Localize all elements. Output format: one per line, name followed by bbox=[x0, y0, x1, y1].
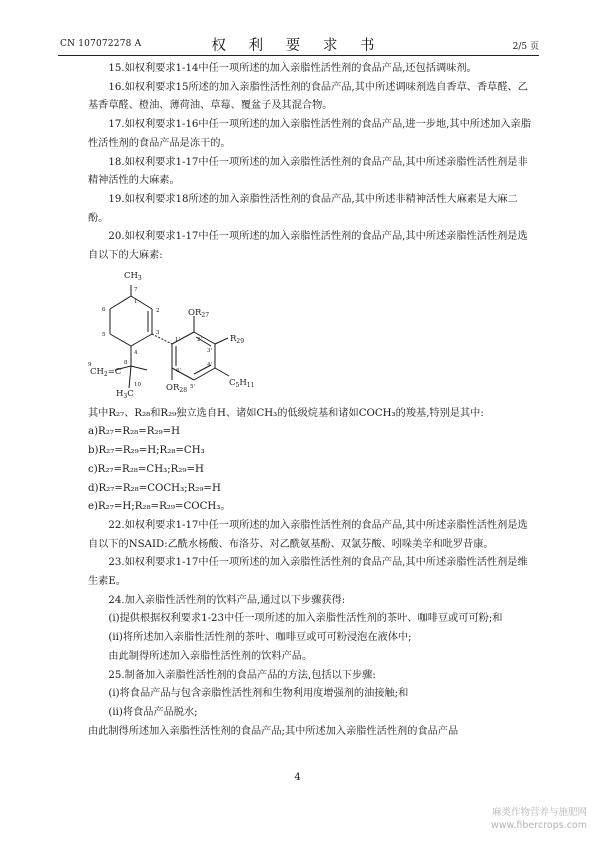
claim-paragraph: d)R₂₇=R₂₈=COCH₃;R₂₉=H bbox=[88, 482, 221, 494]
atom-number-2: 2 bbox=[156, 307, 160, 314]
claim-paragraph: 25.制备加入亲脂性活性剂的食品产品的方法,包括以下步骤: bbox=[108, 669, 376, 681]
atom-number-4: 4 bbox=[134, 349, 138, 356]
claim-paragraph: 22.如权利要求1-17中任一项所述的加入亲脂性活性剂的食品产品,其中所述亲脂性活性剂是选自以下的NSAID:乙酰水杨酸、布洛芬、对乙酰氨基酚、双氯芬酸、吲哚美辛和吡罗昔康。 bbox=[88, 519, 528, 550]
atom-number-2p: 2' bbox=[197, 336, 203, 343]
c5h11-label: $C_5H_{11}$ bbox=[229, 377, 255, 389]
ch2-label: $CH_2=C$ bbox=[90, 366, 122, 378]
watermark bbox=[491, 806, 587, 832]
claim-paragraph: e)R₂₇=H;R₂₈=R₂₉=COCH₃。 bbox=[88, 501, 231, 513]
claims-list-bottom bbox=[88, 405, 532, 742]
or28-label: $OR_{28}$ bbox=[166, 382, 188, 394]
page-number: 4 bbox=[294, 772, 301, 783]
atom-number-8: 8 bbox=[124, 359, 128, 366]
ch3-top-label: $CH_3$ bbox=[124, 270, 142, 282]
claim-paragraph: 15.如权利要求1-14中任一项所述的加入亲脂性活性剂的食品产品,还包括调味剂。 bbox=[108, 63, 477, 74]
watermark-line-2: www.fibercrops.com bbox=[490, 820, 587, 831]
atom-number-4p: 4' bbox=[207, 361, 213, 368]
header-title: 权 利 要 求 书 bbox=[211, 38, 384, 54]
claim-paragraph: (i)提供根据权利要求1-23中任一项所述的加入亲脂性活性剂的茶叶、咖啡豆或可可粉;和 bbox=[108, 613, 503, 625]
claim-paragraph: 由此制得所述加入亲脂性活性剂的饮料产品。 bbox=[108, 650, 313, 662]
claim-paragraph: (ii)将食品产品脱水; bbox=[108, 706, 198, 718]
atom-number-1: 1 bbox=[134, 298, 138, 305]
claim-paragraph: 由此制得所述加入亲脂性活性剂的食品产品;其中所述加入亲脂性活性剂的食品产品 bbox=[88, 725, 459, 737]
header-doc-id: CN 107072278 A bbox=[60, 39, 142, 49]
claim-paragraph: 其中R₂₇、R₂₈和R₂₉独立选自H、诸如CH₃的低级烷基和诸如COCH₃的羧基,特别是其中: bbox=[88, 407, 484, 419]
claim-paragraph: 16.如权利要求15所述的加入亲脂性活性剂的食品产品,其中所述调味剂选自香草、香草醛、乙基香草醛、橙油、薄荷油、草莓、覆盆子及其混合物。 bbox=[88, 81, 528, 112]
claim-paragraph: 19.如权利要求18所述的加入亲脂性活性剂的食品产品,其中所述非精神活性大麻素是大麻二酚。 bbox=[88, 193, 518, 224]
atom-number-3p: 3' bbox=[207, 347, 213, 354]
claims-body bbox=[88, 60, 532, 741]
structure-labels bbox=[90, 271, 254, 400]
atom-number-5: 5 bbox=[102, 331, 106, 338]
atom-number-6: 6 bbox=[102, 306, 106, 313]
or27-label: $OR_{27}$ bbox=[188, 307, 210, 319]
claims-list-top bbox=[88, 60, 532, 266]
claim-paragraph: 17.如权利要求1-16中任一项所述的加入亲脂性活性剂的食品产品,进一步地,其中所述加入亲脂性活性剂的食品产品是冻干的。 bbox=[88, 119, 531, 149]
r29-label: $R_{29}$ bbox=[230, 333, 245, 345]
atom-number-9: 9 bbox=[88, 361, 92, 368]
claim-paragraph: 20.如权利要求1-17中任一项所述的加入亲脂性活性剂的食品产品,其中所述亲脂性活性剂是选自以下的大麻素: bbox=[88, 231, 528, 262]
h3c-label: $H_3C$ bbox=[116, 388, 134, 400]
claim-paragraph: (i)将食品产品与包含亲脂性活性剂和生物利用度增强剂的油接触;和 bbox=[108, 688, 409, 700]
watermark-line-1: 麻类作物营养与施肥网 bbox=[491, 807, 587, 818]
atom-number-10: 10 bbox=[134, 381, 141, 388]
claim-paragraph: c)R₂₇=R₂₈=CH₃;R₂₉=H bbox=[88, 463, 204, 475]
cannabinoid-structure-figure bbox=[88, 268, 532, 403]
claim-paragraph: b)R₂₇=R₂₉=H;R₂₈=CH₃ bbox=[88, 445, 205, 457]
claim-paragraph: 24.加入亲脂性活性剂的饮料产品,通过以下步骤获得: bbox=[108, 594, 346, 606]
claim-paragraph: 18.如权利要求1-17中任一项所述的加入亲脂性活性剂的食品产品,其中所述亲脂性活性剂是非精神活性的大麻素。 bbox=[88, 156, 528, 187]
claim-paragraph: 23.如权利要求1-17中任一项所述的加入亲脂性活性剂的食品产品,其中所述亲脂性活性剂是维生素E。 bbox=[88, 557, 528, 588]
atom-number-7: 7 bbox=[134, 286, 138, 293]
structure-bonds bbox=[110, 285, 229, 388]
header-page-info: 2/5 页 bbox=[512, 42, 539, 52]
claim-paragraph: a)R₂₇=R₂₈=R₂₉=H bbox=[88, 426, 181, 438]
structure-drawing bbox=[88, 268, 532, 403]
header-rule bbox=[58, 55, 539, 56]
atom-number-3: 3 bbox=[156, 329, 160, 336]
atom-number-6p: 6' bbox=[176, 367, 182, 374]
claim-paragraph: (ii)将所述加入亲脂性活性剂的茶叶、咖啡豆或可可粉浸泡在液体中; bbox=[108, 632, 412, 644]
atom-number-1p: 1' bbox=[175, 336, 181, 343]
atom-number-5p: 5' bbox=[190, 383, 196, 390]
